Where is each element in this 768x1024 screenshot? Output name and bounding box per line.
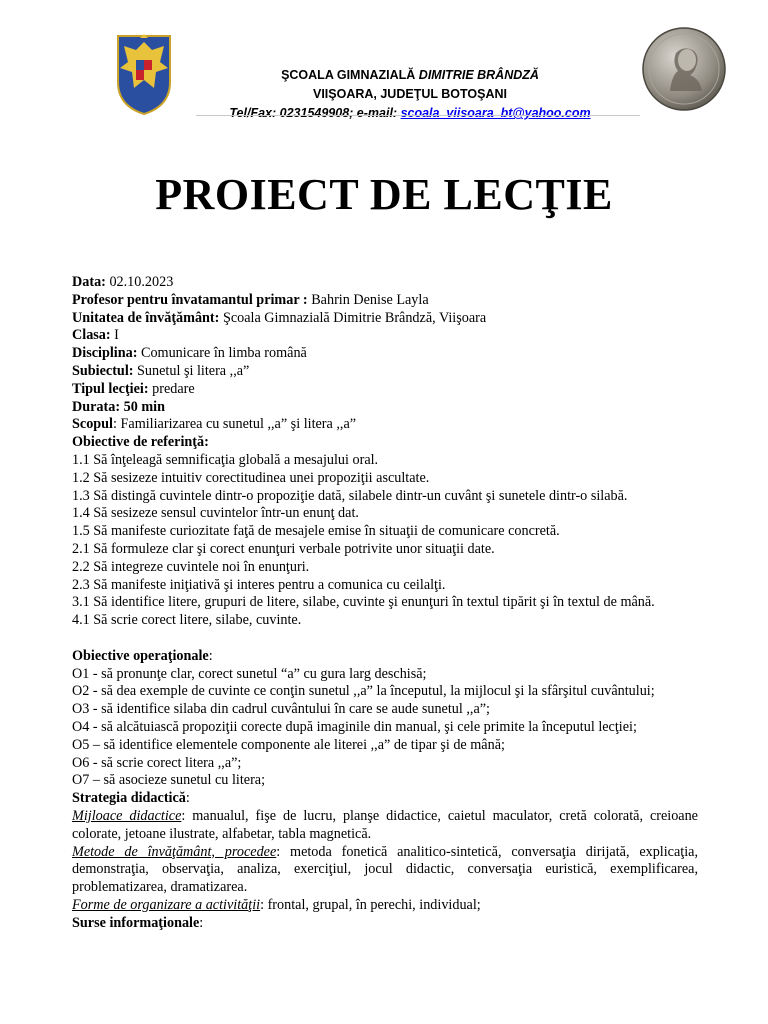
- header-divider: [196, 115, 640, 116]
- field-value: I: [110, 327, 119, 344]
- field-label: Tipul lecţiei:: [72, 380, 149, 397]
- field-durata: [72, 399, 698, 417]
- field-value: Şcoala Gimnazială Dimitrie Brândză, Viişoara: [219, 309, 487, 326]
- field-unitatea: [72, 310, 698, 328]
- document-title: PROIECT DE LECŢIE: [155, 170, 613, 219]
- list-item: 2.1 Să formuleze clar şi corect enunţuri verbale potrivite unor situaţii date.: [72, 540, 495, 557]
- field-label: Subiectul:: [72, 362, 134, 379]
- list-item: O3 - să identifice silaba din cadrul cuvântului în care se aude sunetul ,,a”;: [72, 701, 490, 718]
- list-item: 1.5 Să manifeste curiozitate faţă de mesajele emise în situaţii de comunicare concretă.: [72, 523, 560, 540]
- field-subiectul: [72, 363, 698, 381]
- field-data: [72, 274, 698, 292]
- school-location-line: VIIŞOARA, JUDEŢUL BOTOŞANI: [312, 87, 507, 101]
- list-item: O2 - să dea exemple de cuvinte ce conţin sunetul ,,a” la începutul, la mijlocul şi la sfârşitul cuvântului;: [72, 683, 655, 700]
- list-item: 1.1 Să înţeleagă semnificaţia globală a mesajului oral.: [72, 451, 379, 468]
- school-name-line: [190, 66, 630, 85]
- field-label: Disciplina:: [72, 345, 138, 362]
- list-item: O4 - să alcătuiască propoziţii corecte după imaginile din manual, şi cele primite la începutul lecţiei;: [72, 718, 637, 735]
- field-label: Data:: [72, 274, 106, 290]
- field-value: 02.10.2023: [105, 274, 174, 290]
- field-label: Durata: 50 min: [72, 398, 166, 415]
- field-value: Sunetul şi litera ,,a”: [133, 362, 250, 379]
- strategia-metode: Metode de învăţământ, procedee: metoda fonetică analitico-sintetică, conversaţia dirijată, explicaţia, demonstraţia, observaţia, analiza, exerciţiul, jocul didactic, conversaţia euristică, exemplificarea, problematizarea, dramatizarea.: [72, 843, 699, 896]
- strategia-forme: Forme de organizare a activităţii: frontal, grupal, în perechi, individual;: [72, 896, 481, 913]
- field-label: Profesor pentru învatamantul primar :: [72, 291, 308, 308]
- list-item: 1.2 Să sesizeze intuitiv corectitudinea unei propoziţii ascultate.: [72, 469, 430, 486]
- romania-coat-of-arms-icon: [114, 32, 174, 116]
- section-heading-surse: Surse informaţionale:: [72, 914, 204, 931]
- list-item: O5 – să identifice elementele componente ale literei ,,a” de tipar şi de mână;: [72, 736, 505, 753]
- list-item: O7 – să asocieze sunetul cu litera;: [72, 772, 266, 789]
- blank-line: [72, 630, 698, 648]
- field-value: Comunicare în limba română: [137, 345, 307, 362]
- field-label: Scopul: [72, 416, 114, 433]
- field-value: predare: [148, 380, 195, 397]
- field-scopul: [72, 416, 698, 434]
- school-name-patron: DIMITRIE BRÂNDZĂ: [418, 68, 539, 82]
- school-name-prefix: ŞCOALA GIMNAZIALĂ: [281, 68, 419, 82]
- list-item: 4.1 Să scrie corect litere, silabe, cuvinte.: [72, 612, 302, 629]
- email-link[interactable]: scoala_viisoara_bt@yahoo.com: [400, 106, 591, 120]
- contact-prefix: Tel/Fax: 0231549908; e-mail:: [229, 106, 401, 120]
- list-item: 2.3 Să manifeste iniţiativă şi interes pentru a comunica cu ceilalţi.: [72, 576, 446, 593]
- field-disciplina: [72, 345, 698, 363]
- field-label: Unitatea de învăţământ:: [72, 309, 220, 326]
- list-item: 2.2 Să integreze cuvintele noi în enunţuri.: [72, 558, 310, 575]
- section-heading-obiective-referinta: Obiective de referinţă:: [72, 434, 209, 451]
- list-item: 3.1 Să identifice litere, grupuri de litere, silabe, cuvinte şi enunţuri în textul tipărit şi în textul de mână.: [72, 594, 655, 611]
- school-contact-line: [190, 104, 630, 123]
- list-item: 1.4 Să sesizeze sensul cuvintelor într-un enunţ dat.: [72, 505, 359, 522]
- document-body: [72, 274, 698, 932]
- field-tipul: [72, 381, 698, 399]
- field-label: Clasa:: [72, 327, 111, 344]
- section-heading-obiective-operationale: Obiective operaţionale:: [72, 647, 213, 664]
- list-item: 1.3 Să distingă cuvintele dintr-o propoziţie dată, silabele dintr-un cuvânt şi sunetele dintr-o silabă.: [72, 487, 628, 504]
- field-value: Bahrin Denise Layla: [307, 291, 429, 308]
- list-item: O1 - să pronunţe clar, corect sunetul “a” cu gura larg deschisă;: [72, 665, 427, 682]
- section-heading-strategia: Strategia didactică:: [72, 790, 190, 807]
- field-value: : Familiarizarea cu sunetul ,,a” şi litera ,,a”: [113, 416, 357, 433]
- strategia-mijloace: Mijloace didactice: manualul, fişe de lucru, planşe didactice, caietul maculator, cretă colorată, creioane colorate, jetoane ilustrate, alfabetar, tabla magnetică.: [72, 807, 698, 842]
- field-clasa: [72, 327, 698, 345]
- portrait-medal-icon: [642, 27, 726, 111]
- list-item: O6 - să scrie corect litera ,,a”;: [72, 754, 242, 771]
- field-profesor: [72, 292, 698, 310]
